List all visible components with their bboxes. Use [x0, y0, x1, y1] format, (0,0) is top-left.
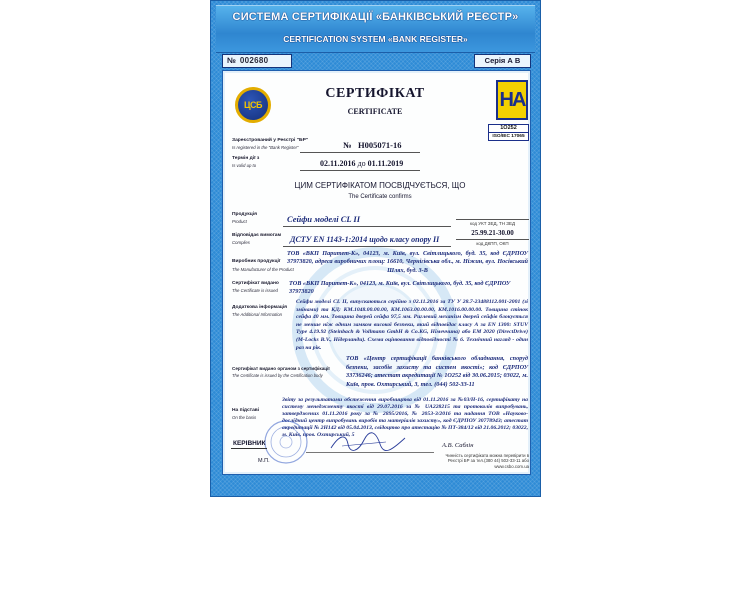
- complies-label-en: Complies: [232, 240, 250, 245]
- product-label-en: Product: [232, 219, 247, 224]
- registration-rule: [300, 152, 420, 153]
- registration-number: H005071-16: [358, 140, 402, 150]
- certificate: [210, 0, 541, 497]
- document-title-en: CERTIFICATE: [347, 107, 403, 116]
- series-box: [474, 54, 531, 68]
- serial-number-label: №: [227, 56, 236, 65]
- classifier-code-rule: [456, 239, 529, 240]
- validity-label-en: Is valid up to: [232, 163, 257, 168]
- series-label: Серія: [484, 56, 506, 65]
- validity-dates: [320, 159, 403, 168]
- confirms-heading-en: The Certificate confirms: [348, 194, 412, 200]
- complies-value: ДСТУ EN 1143-1:2014 щодо класу опору II: [290, 235, 440, 244]
- issued-by-value: ТОВ «Центр сертифікації банківського обладнання, споруд безпеки, засобів захисту та систем якості»; код ЄДРПОУ 33736246; атестат акредитації № 1О252 від 30.06.2015; 03022, м. Київ, пров. Охтирський, 3, тел. (044) 502-33-11: [346, 355, 528, 388]
- header-title-en: CERTIFICATION SYSTEM «BANK REGISTER»: [283, 34, 468, 44]
- document-title: СЕРТИФІКАТ: [325, 86, 425, 101]
- verification-note: Чинність сертифіката можна перевірити в Реєстрі БР за тел.(380 44) 502-33-11 або www.csbo.com.ua: [445, 453, 529, 469]
- additional-value: Сейфи моделі CL II, випускаються серійно з 02.11.2016 за ТУ У 28.7-23488112.001-2001 (зі змінами) та КД: КМ.1048.00.00.00, КМ.1063.00.00.00, КМ.1016.00.00.00. Товщина стінок сейфа 40 мм. Товщина дверей сейфа 97,5 мм. Риглевий механізм дверей сейфів блокується не менше ніж одним замком високої безпеки, який відповідає класу А за EN 1300: STUV Type 4.19.92 (Steinbach & Vollmann GmbH & Co.KG, Німеччина) або EM 2020 (DirectDrive) (M-Locks B.V., Нідерланди). Схема оцінювання відповідності № 6. Технічний нагляд - один раз на рік.: [296, 299, 528, 351]
- registration-number-prefix: №: [343, 140, 352, 150]
- customs-code-rule: [456, 219, 529, 220]
- product-label-ua: Продукція: [232, 212, 257, 217]
- classifier-code-label: код ДКПП, ОКП: [476, 241, 509, 246]
- basis-label-en: On the basis: [232, 415, 257, 420]
- manufacturer-label-ua: Виробник продукції: [232, 259, 281, 264]
- valid-to: 01.11.2019: [367, 159, 404, 168]
- manufacturer-value: ТОВ «ВКП Паритет-К», 04123, м. Київ, вул. Світлицького, буд. 35, код ЄДРПОУ 37973820, адреса виробничих площ: 16610, Чернігівська обл., м. Ніжин, вул. Носівський Шлях, буд. 3-В: [287, 250, 528, 274]
- issued-to-value: ТОВ «ВКП Паритет-К», 04123, м. Київ, вул. Світлицького, буд. 35, код ЄДРПОУ 37973820: [289, 280, 511, 296]
- issued-to-label-en: The Certificate is issued: [232, 288, 278, 293]
- basis-value: Звіту за результатами обстеження виробництва від 01.11.2016 за №03/Н-16, сертифікату на систему менеджменту якості від 29.07.2016 за № UA228215 та протоколів випробувань, затверджених 01.11.2016 року за № 2895/2016, № 2053-3/2016 та надання ТОВ «Науково-дослідний центр випробувань виробів та матеріалів захисту», код ЄДРПОУ 30778943; атестат акредитації № 2Н142 від 05.04.2013, свідоцтво про атестацію № ПТ-384/12 від 21.06.2012; 03022, м. Київ, пров. Охтирський, 5: [282, 397, 528, 438]
- manufacturer-label-en: The Manufacturer of the Product: [232, 267, 294, 272]
- basis-label-ua: На підставі: [232, 408, 260, 413]
- signatory-name: А.В. Саблін: [442, 442, 474, 449]
- customs-code-label: код УКТ ЗЕД, ТН ЗЕД: [469, 221, 516, 226]
- classifier-code-value: 25.99.21-30.00: [471, 229, 514, 237]
- additional-label-ua: Додаткова інформація: [232, 305, 288, 310]
- accreditation-standard: ISO/IEC 17065: [492, 134, 525, 139]
- registration-label-ua: Зареєстрований у Реєстрі "БР": [232, 138, 309, 143]
- validity-label-ua: Термін дії з: [232, 156, 260, 161]
- signature-icon: [328, 430, 408, 454]
- accreditation-agency-logo-icon: НА: [496, 80, 528, 120]
- product-rule: [283, 226, 451, 227]
- issued-by-label-ua: Сертифікат видано органом з сертифікації: [232, 366, 330, 371]
- complies-rule: [283, 246, 451, 247]
- additional-label-en: The Additional Information: [232, 312, 282, 317]
- accreditation-badge: [488, 124, 529, 141]
- head-label: КЕРІВНИК: [233, 440, 266, 447]
- complies-label-ua: Відповідає вимогам: [232, 233, 282, 238]
- registration-label-en: Is registered in the "Bank Register": [232, 145, 299, 150]
- issued-to-label-ua: Сертифікат видано: [232, 281, 279, 286]
- series-value: А В: [507, 56, 521, 65]
- issued-by-label-en: The Certificate is issued by the Certification body: [232, 373, 323, 378]
- valid-from: 02.11.2016: [320, 159, 356, 168]
- product-value: Сейфи моделі CL II: [287, 214, 361, 224]
- certification-centre-logo-icon: ЦСБ: [235, 87, 271, 123]
- seal-label: М.П.: [258, 458, 270, 464]
- header-title-ua: СИСТЕМА СЕРТИФІКАЦІЇ «БАНКІВСЬКИЙ РЕЄСТР»: [232, 11, 519, 23]
- confirms-heading-ua: ЦИМ СЕРТИФІКАТОМ ПОСВІДЧУЄТЬСЯ, ЩО: [294, 181, 466, 190]
- accreditation-number: 1О252: [489, 125, 528, 133]
- serial-number: 002680: [239, 56, 269, 65]
- serial-number-box: [222, 54, 292, 68]
- validity-rule: [300, 170, 420, 171]
- valid-to-word: до: [357, 159, 366, 168]
